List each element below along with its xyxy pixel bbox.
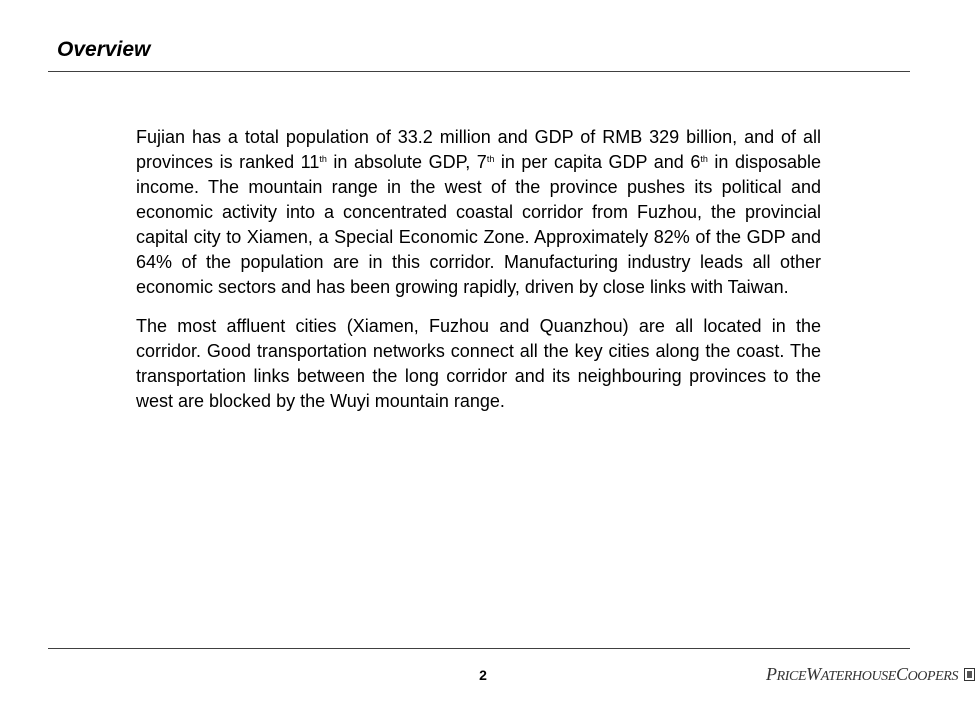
paragraph-2: The most affluent cities (Xiamen, Fuzhou and Quanzhou) are all located in the corridor. Good transportation networks connect all the key cities along the coast. The transportation links between the long corridor and its neighbouring provinces to the west are blocked by the Wuyi mountain range. [136,316,821,411]
p1-sup-3: th [700,154,708,164]
header-divider [48,71,910,72]
logo-letter-p: P [766,663,777,684]
p1-text-d: in disposable income. The mountain range in the west of the province pushes its political and economic activity into a concentrated coastal corridor from Fuzhou, the provincial capital city to Xiamen, a Special Economic Zone. Approximately 82% of the GDP and 64% of the population are in this corridor. Manufacturing industry leads all other economic sectors and has been growing rapidly, driven by close links with Taiwan. [136,152,822,297]
logo-part-oopers: OOPERS [907,668,959,684]
page-title: Overview [57,38,151,61]
logo-part-rice: RICE [776,668,807,684]
logo-mark-icon [964,668,975,681]
p1-sup-1: th [319,154,327,164]
logo-wordmark [766,664,958,685]
p1-text-a: Fujian has a total population of 33.2 million and GDP of RMB 329 billion, and of all provinces is ranked 11 [136,127,821,172]
body-text [136,125,821,428]
paragraph-1 [136,125,821,300]
page-number: 2 [479,667,487,683]
p1-text-c: in per capita GDP and 6 [494,152,701,172]
p1-sup-2: th [486,154,495,164]
logo-letter-w: W [806,663,821,684]
logo-part-aterhouse: ATERHOUSE [820,668,896,684]
footer-divider [48,648,910,649]
logo-letter-c: C [895,663,908,684]
p1-text-b: in absolute GDP, 7 [326,152,487,172]
pwc-logo [766,663,975,685]
